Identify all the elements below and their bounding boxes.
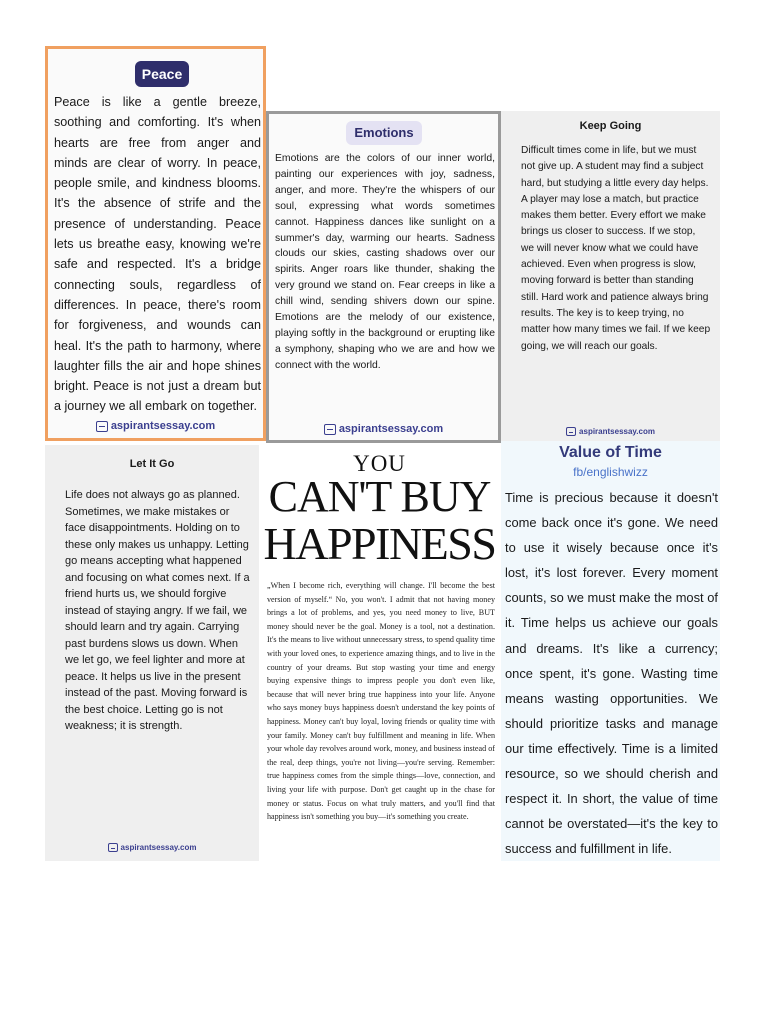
keep-going-title: Keep Going [579,120,642,132]
emotions-watermark [269,423,498,435]
value-of-time-card [501,441,720,861]
value-of-time-subtitle: fb/englishwizz [573,465,648,479]
peace-body: Peace is like a gentle breeze, soothing and comforting. It's when hearts are free from anger and minds are clear of worry. In peace, people smile, and kindness blooms. It's the absence of strife and the presence of understanding. Peace lets us breathe easy, knowing we're safe and respected. It's a bridge connecting souls, regardless of differences. In peace, there's room for forgiveness, and wounds can heal. It's the path to harmony, where laughter fills the air and hope shines bright. Peace is not just a dream but a journey we all embark on together. [54,95,261,414]
peace-card [45,46,266,441]
peace-watermark-text: aspirantsessay.com [110,420,216,432]
edit-icon [324,424,336,435]
keep-going-watermark [501,427,720,436]
happiness-headline-line1: YOU [353,451,406,476]
let-it-go-card [45,445,259,861]
happiness-body: „When I become rich, everything will change. I'll become the best version of myself.“ No, you won't. I admit that not having money brings a lot of problems, and yes, you need money to live, BUT money should never be the goal. Money is a tool, not a destination. It's the means to live without unnecessary stress, to spend quality time with your loved ones, to experience amazing things, and to live in the country of your dreams. But stop wasting your time and energy buying expensive things to impress people you don't even like, because that will never bring true happiness into your life. Anyone who says money buys happiness doesn't understand the key points of happiness. Money can't buy loyal, loving friends or quality time with your family. Money can't buy fulfillment and meaning in life. When your whole day revolves around work, money, and business instead of the real, deep things, you're not living—you're serving. Remember: true happiness comes from the simple things—love, connection, and living your life with purpose. Don't get caught up in the chase for money or status. Focus on what truly matters, and you'll find that happiness isn't something you buy—it's something you create. [267,581,495,822]
happiness-card [259,445,500,861]
edit-icon [108,843,118,852]
value-of-time-title: Value of Time [559,444,662,461]
edit-icon [96,421,108,432]
keep-going-body: Difficult times come in life, but we must not give up. A student may find a subject hard, but studying a little every day helps. A player may lose a match, but practice makes them better. Every effort we make brings us closer to success. If we stop, we will never know what we could have achieved. Even when progress is slow, moving forward is better than standing still. Hard work and patience always bring results. The key is to keep trying, no matter how many times we fail. If we keep going, we will reach our goals. [521,145,711,352]
emotions-watermark-text: aspirantsessay.com [338,423,444,435]
edit-icon [566,427,576,436]
let-it-go-title: Let It Go [129,458,175,470]
happiness-headline-line3: HAPPINESS [263,518,496,569]
peace-watermark [48,420,263,432]
value-of-time-body: Time is precious because it doesn't come back once it's gone. We need to use it wisely because once it's lost, it's lost forever. Every moment counts, so we must make the most of it. Time helps us achieve our goals and dreams. It's like a currency; once spent, it's gone. Wasting time means wasting opportunities. We should prioritize tasks and manage our time effectively. Time is a limited resource, so we should cherish and respect it. In short, the value of time cannot be overstated—it's the key to success and fulfillment in life. [505,490,718,857]
emotions-title: Emotions [346,121,422,145]
let-it-go-body: Life does not always go as planned. Sometimes, we make mistakes or face disappointments. Holding on to these only makes us unhappy. Letting go means accepting what happened and focusing on what comes next. If a friend hurts us, we should forgive instead of staying angry. If we fail, we should learn and try again. Carrying past burdens slows us down. When we let go, we feel lighter and more at peace. It helps us live in the present instead of the past. Moving forward is the best choice. Letting go is not weakness; it is strength. [65,489,250,732]
let-it-go-watermark [45,843,259,852]
keep-going-card [501,111,720,445]
let-it-go-watermark-text: aspirantsessay.com [120,843,197,852]
emotions-body: Emotions are the colors of our inner world, painting our experiences with joy, sadness, anger, and more. They're the whispers of our soul, expressing what words sometimes cannot. Happiness dances like sunlight on a summer's day, warming our hearts. Sadness clouds our skies, casting shadows over our spirits. Anger roars like thunder, shaking the very ground we stand on. Fear creeps in like a chill wind, sending shivers down our spine. Emotions are the melody of our existence, playing softly in the background or erupting like a symphony, shaping who we are and how we connect with the world. [275,153,495,371]
keep-going-watermark-text: aspirantsessay.com [579,427,655,436]
peace-title: Peace [135,61,189,87]
happiness-headline-line2: CAN'T BUY [268,472,491,521]
emotions-card [266,111,501,443]
